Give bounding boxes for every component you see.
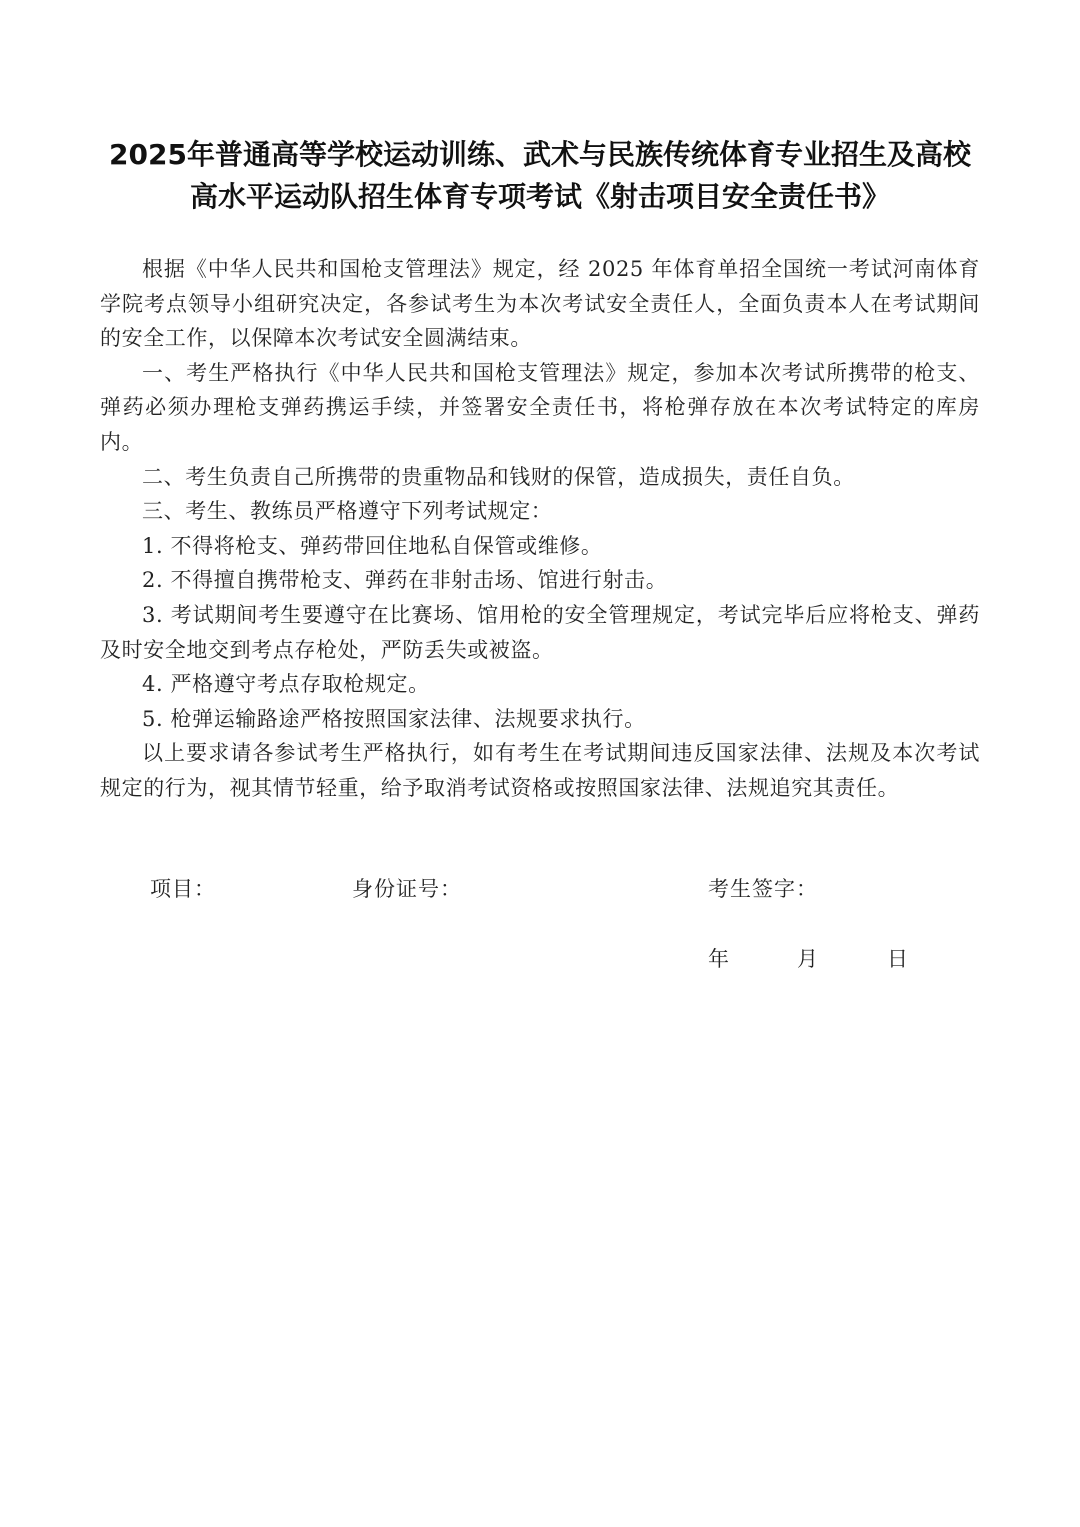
rule-item-2: 2. 不得擅自携带枪支、弹药在非射击场、馆进行射击。 xyxy=(142,568,668,593)
signature-field-label: 考生签字： xyxy=(708,877,818,901)
paragraph-clause-3: 三、考生、教练员严格遵守下列考试规定： xyxy=(142,499,553,524)
rule-item-4: 4. 严格遵守考点存取枪规定。 xyxy=(142,672,430,697)
document-title xyxy=(60,134,1020,218)
date-year-label: 年 xyxy=(708,947,729,971)
title-line-2: 高水平运动队招生体育专项考试《射击项目安全责任书》 xyxy=(189,180,890,213)
date-month-label: 月 xyxy=(797,947,818,971)
project-field-label: 项目： xyxy=(150,877,216,901)
id-number-field-label: 身份证号： xyxy=(352,877,462,901)
title-line-1: 2025年普通高等学校运动训练、武术与民族传统体育专业招生及高校 xyxy=(109,138,971,171)
rule-item-3: 3. 考试期间考生要遵守在比赛场、馆用枪的安全管理规定，考试完毕后应将枪支、弹药及时安全地交到考点存枪处，严防丢失或被盗。 xyxy=(100,602,980,662)
paragraph-clause-1: 一、考生严格执行《中华人民共和国枪支管理法》规定，参加本次考试所携带的枪支、弹药必须办理枪支弹药携运手续，并签署安全责任书，将枪弹存放在本次考试特定的库房内。 xyxy=(100,360,980,454)
paragraph-clause-2: 二、考生负责自己所携带的贵重物品和钱财的保管，造成损失，责任自负。 xyxy=(142,464,855,489)
date-day-label: 日 xyxy=(887,947,908,971)
rule-item-1: 1. 不得将枪支、弹药带回住地私自保管或维修。 xyxy=(142,533,603,558)
paragraph-intro: 根据《中华人民共和国枪支管理法》规定，经 2025 年体育单招全国统一考试河南体育学院考点领导小组研究决定，各参试考生为本次考试安全责任人，全面负责本人在考试期间的安全工作，以保障本次考试安全圆满结束。 xyxy=(100,257,980,351)
paragraph-closing: 以上要求请各参试考生严格执行，如有考生在考试期间违反国家法律、法规及本次考试规定的行为，视其情节轻重，给予取消考试资格或按照国家法律、法规追究其责任。 xyxy=(100,741,980,800)
rule-item-5: 5. 枪弹运输路途严格按照国家法律、法规要求执行。 xyxy=(142,706,646,731)
document-body xyxy=(100,252,980,806)
